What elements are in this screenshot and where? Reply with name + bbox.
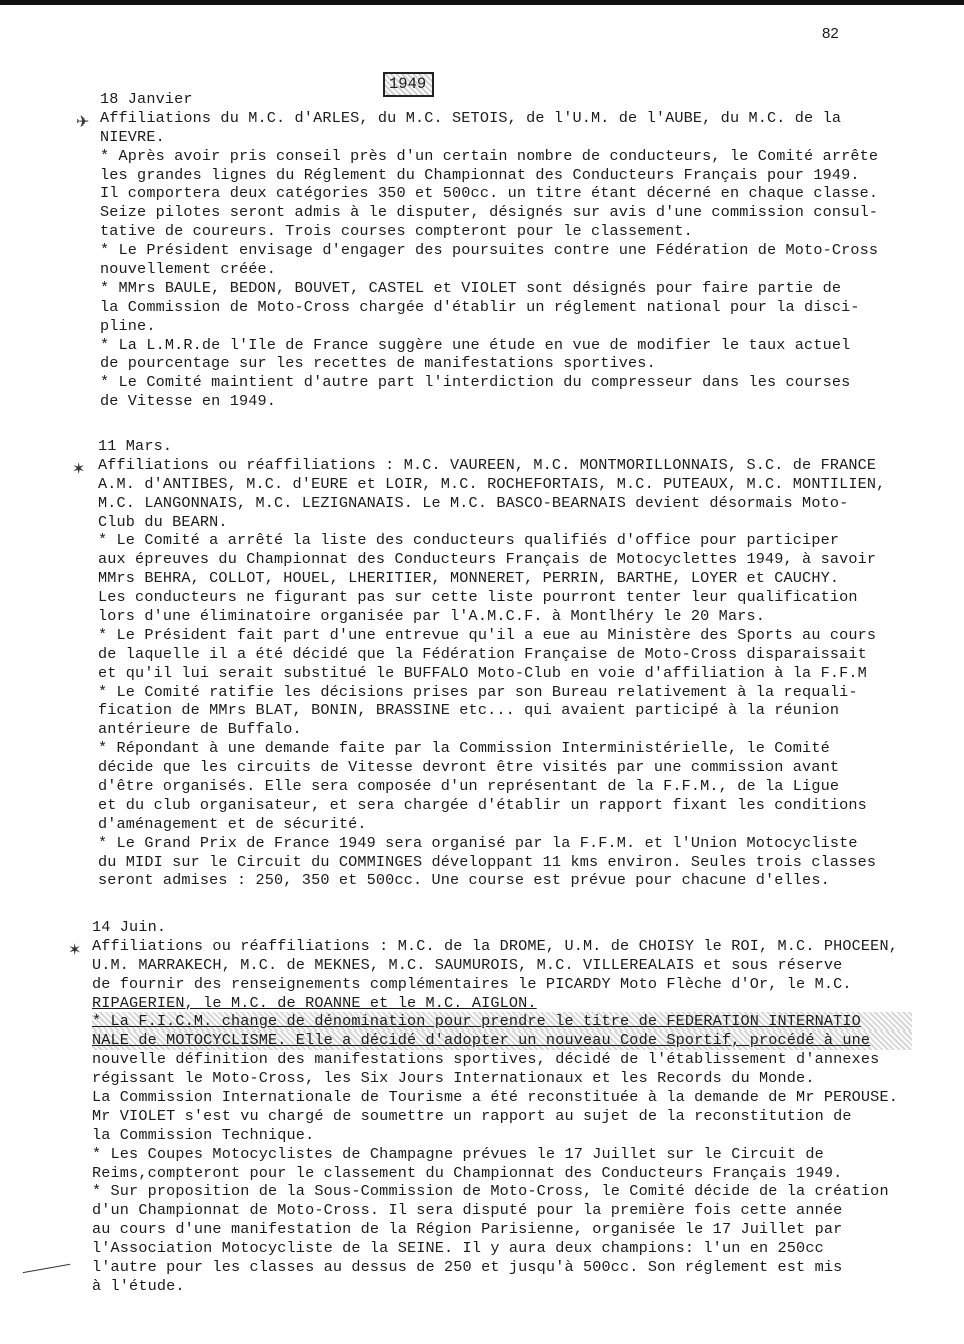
text-line: RIPAGERIEN, le M.C. de ROANNE et le M.C. AIGLON. — [92, 993, 537, 1012]
text-line: de fournir des renseignements complémentaires le PICARDY Moto Flèche d'Or, le M.C. — [92, 974, 852, 993]
entry-date: 11 Mars. — [98, 437, 173, 455]
text-line: et qu'il lui serait substitué le BUFFALO Moto-Club en voie d'affiliation à la F.F.M — [98, 663, 867, 682]
text-line: M.C. LANGONNAIS, M.C. LEZIGNANAIS. Le M.C. BASCO-BEARNAIS devient désormais Moto- — [98, 493, 849, 512]
text-line: l'Association Motocycliste de la SEINE. Il y aura deux champions: l'un en 250cc — [92, 1239, 824, 1258]
top-rule — [0, 0, 964, 5]
text-line: Reims,compteront pour le classement du Championnat des Conducteurs Français 1949. — [92, 1163, 843, 1182]
text-line: de pourcentage sur les recettes de manifestations sportives. — [100, 354, 656, 373]
text-line: fication de MMrs BLAT, BONIN, BRASSINE etc... qui avaient participé à la réunion — [98, 701, 840, 720]
text-line: La Commission Internationale de Tourisme a été reconstituée à la demande de Mr PEROUSE. — [92, 1088, 898, 1107]
text-line: du MIDI sur le Circuit du COMMINGES développant 11 kms environ. Seules trois classes — [98, 852, 877, 871]
text-line: U.M. MARRAKECH, M.C. de MEKNES, M.C. SAUMUROIS, M.C. VILLEREALAIS et sous réserve — [92, 955, 843, 974]
text-line: tative de coureurs. Trois courses compteront pour le classement. — [100, 222, 693, 241]
entry-date: 18 Janvier — [100, 90, 193, 108]
text-line: d'aménagement et de sécurité. — [98, 814, 367, 833]
text-line: Affiliations ou réaffiliations : M.C. VAUREEN, M.C. MONTMORILLONNAIS, S.C. de FRANCE — [98, 455, 877, 474]
text-line: Seize pilotes seront admis à le disputer, désignés sur avis d'une commission consul- — [100, 203, 879, 222]
text-line: * Le Comité maintient d'autre part l'interdiction du compresseur dans les courses — [100, 373, 851, 392]
text-line: nouvelle définition des manifestations sportives, décidé de l'établissement d'annexes — [92, 1050, 880, 1069]
text-line: décide que les circuits de Vitesse devront être visités par une commission avant — [98, 758, 840, 777]
text-line: aux épreuves du Championnat des Conducteurs Français de Motocyclettes 1949, à savoir — [98, 550, 877, 569]
text-line: régissant le Moto-Cross, les Six Jours Internationaux et les Records du Monde. — [92, 1069, 815, 1088]
text-line: * Les Coupes Motocyclistes de Champagne prévues le 17 Juillet sur le Circuit de — [92, 1144, 824, 1163]
text-line: seront admises : 250, 350 et 500cc. Une course est prévue pour chacune d'elles. — [98, 871, 830, 890]
text-line: Club du BEARN. — [98, 512, 228, 531]
text-line: * Le Comité ratifie les décisions prises par son Bureau relativement à la requali- — [98, 682, 858, 701]
text-line: la Commission Technique. — [92, 1125, 315, 1144]
text-line: * Après avoir pris conseil près d'un certain nombre de conducteurs, le Comité arrête — [100, 146, 879, 165]
text-line: d'être organisés. Elle sera composée d'un représentant de la F.F.M., de la Ligue — [98, 777, 840, 796]
text-line: nouvellement créée. — [100, 260, 277, 279]
margin-mark: ✈ — [76, 112, 90, 131]
text-line: MMrs BEHRA, COLLOT, HOUEL, LHERITIER, MONNERET, PERRIN, BARTHE, LOYER et CAUCHY. — [98, 569, 840, 588]
margin-mark: ✶ — [72, 459, 86, 478]
text-line: de laquelle il a été décidé que la Fédération Française de Moto-Cross disparaissait — [98, 644, 867, 663]
text-line: au cours d'une manifestation de la Région Parisienne, organisée le 17 Juillet par — [92, 1220, 843, 1239]
text-line: * La F.I.C.M. change de dénomination pour prendre le titre de FEDERATION INTERNATIO — [92, 1012, 912, 1031]
text-line: * Le Président envisage d'engager des poursuites contre une Fédération de Moto-Cross — [100, 241, 879, 260]
text-line: antérieure de Buffalo. — [98, 720, 302, 739]
text-line: Les conducteurs ne figurant pas sur cette liste pourront tenter leur qualification — [98, 588, 858, 607]
text-line: la Commission de Moto-Cross chargée d'établir un réglement national pour la disci- — [100, 297, 860, 316]
text-line: Il comportera deux catégories 350 et 500cc. un titre étant décerné en chaque classe. — [100, 184, 879, 203]
text-line: A.M. d'ANTIBES, M.C. d'EURE et LOIR, M.C. ROCHEFORTAIS, M.C. PUTEAUX, M.C. MONTILIEN, — [98, 474, 886, 493]
entry-14-juin — [92, 918, 912, 1296]
text-line: Affiliations du M.C. d'ARLES, du M.C. SETOIS, de l'U.M. de l'AUBE, du M.C. de la — [100, 108, 842, 127]
text-line: NIEVRE. — [100, 127, 165, 146]
text-line: Mr VIOLET s'est vu chargé de soumettre un rapport au sujet de la reconstitution de — [92, 1106, 852, 1125]
margin-mark: ✶ — [68, 940, 82, 959]
text-line: à l'étude. — [92, 1276, 185, 1295]
text-line: de Vitesse en 1949. — [100, 392, 277, 411]
text-line: NALE de MOTOCYCLISME. Elle a décidé d'adopter un nouveau Code Sportif, procédé à une — [92, 1031, 912, 1050]
entry-11-mars — [98, 437, 918, 890]
text-line: * Répondant à une demande faite par la Commission Interministérielle, le Comité — [98, 739, 830, 758]
page-number: 82 — [822, 25, 839, 42]
entry-date: 14 Juin. — [92, 918, 167, 936]
text-line: l'autre pour les classes au dessus de 250 et jusqu'à 500cc. Son réglement est mis — [92, 1258, 843, 1277]
text-line: * La L.M.R.de l'Ile de France suggère une étude en vue de modifier le taux actuel — [100, 335, 851, 354]
text-line: lors d'une éliminatoire organisée par l'A.M.C.F. à Montlhéry le 20 Mars. — [98, 607, 766, 626]
text-line: * Le Comité a arrêté la liste des conducteurs qualifiés d'office pour participer — [98, 531, 840, 550]
text-line: Affiliations ou réaffiliations : M.C. de la DROME, U.M. de CHOISY le ROI, M.C. PHOCEEN, — [92, 936, 898, 955]
text-line: pline. — [100, 316, 156, 335]
year-heading: 1949 — [383, 72, 434, 97]
text-line: et du club organisateur, et sera chargée d'établir un rapport fixant les conditions — [98, 795, 867, 814]
text-line: * Sur proposition de la Sous-Commission de Moto-Cross, le Comité décide de la création — [92, 1182, 889, 1201]
text-line: * Le Grand Prix de France 1949 sera organisé par la F.F.M. et l'Union Motocycliste — [98, 833, 858, 852]
margin-pen-stroke — [22, 1258, 70, 1273]
text-line: * MMrs BAULE, BEDON, BOUVET, CASTEL et VIOLET sont désignés pour faire partie de — [100, 278, 842, 297]
text-line: les grandes lignes du Réglement du Championnat des Conducteurs Français pour 1949. — [100, 165, 860, 184]
text-line: * Le Président fait part d'une entrevue qu'il a eue au Ministère des Sports au cours — [98, 625, 877, 644]
text-line: d'un Championnat de Moto-Cross. Il sera disputé pour la première fois cette année — [92, 1201, 843, 1220]
entry-18-janvier — [100, 90, 920, 411]
